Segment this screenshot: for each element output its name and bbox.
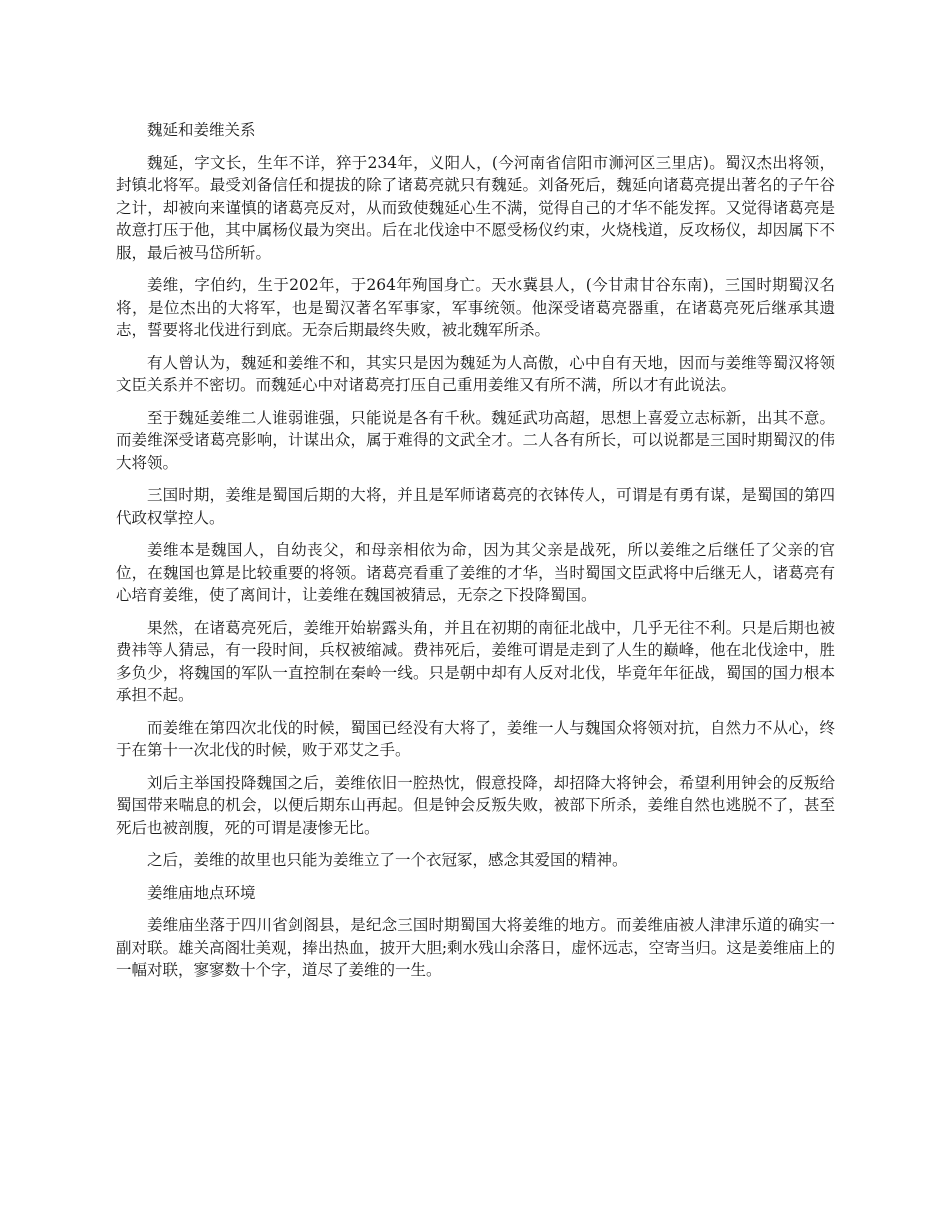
paragraph-wei-yan-bio: 魏延，字文长，生年不详，猝于234年，义阳人，(今河南省信阳市浉河区三里店)。蜀汉杰出将领，封镇北将军。最受刘备信任和提拔的除了诸葛亮就只有魏延。刘备死后，魏延向诸葛亮提出著名的子午谷之计，却被向来谨慎的诸葛亮反对，从而致使魏延心生不满，觉得自己的才华不能发挥。又觉得诸葛亮是故意打压于他，其中属杨仪最为突出。后在北伐途中不愿受杨仪约束，火烧栈道，反攻杨仪，却因属下不服，最后被马岱所斩。 — [116, 153, 835, 262]
paragraph-northern-campaigns: 而姜维在第四次北伐的时候，蜀国已经没有大将了，姜维一人与魏国众将领对抗，自然力不从心，终于在第十一次北伐的时候，败于邓艾之手。 — [116, 718, 835, 759]
paragraph-discord-theory: 有人曾认为，魏延和姜维不和，其实只是因为魏延为人高傲，心中自有天地，因而与姜维等蜀汉将领文臣关系并不密切。而魏延心中对诸葛亮打压自己重用姜维又有所不满，所以才有此说法。 — [116, 353, 835, 394]
paragraph-later-general: 三国时期，姜维是蜀国后期的大将，并且是军师诸葛亮的衣钵传人，可谓是有勇有谋，是蜀国的第四代政权掌控人。 — [116, 486, 835, 527]
paragraph-jiang-wei-bio: 姜维，字伯约，生于202年，于264年殉国身亡。天水冀县人，(今甘肃甘谷东南)，三国时期蜀汉名将，是位杰出的大将军，也是蜀汉著名军事家，军事统领。他深受诸葛亮器重，在诸葛亮死后继承其遗志，誓要将北伐进行到底。无奈后期最终失败，被北魏军所杀。 — [116, 276, 835, 339]
paragraph-origins: 姜维本是魏国人，自幼丧父，和母亲相依为命，因为其父亲是战死，所以姜维之后继任了父亲的官位，在魏国也算是比较重要的将领。诸葛亮看重了姜维的才华，当时蜀国文臣武将中后继无人，诸葛亮有心培育姜维，使了离间计，让姜维在魏国被猜忌，无奈之下投降蜀国。 — [116, 541, 835, 604]
section-heading-relationship: 魏延和姜维关系 — [147, 121, 256, 139]
paragraph-temple: 姜维庙坐落于四川省剑阁县，是纪念三国时期蜀国大将姜维的地方。而姜维庙被人津津乐道的确实一副对联。雄关高阁壮美观，捧出热血，披开大胆;剩水残山余落日，虚怀远志，空寄当归。这是姜维庙上的一幅对联，寥寥数十个字，道尽了姜维的一生。 — [116, 916, 835, 979]
paragraph-memorial-tomb: 之后，姜维的故里也只能为姜维立了一个衣冠冢，感念其爱国的精神。 — [147, 851, 628, 869]
paragraph-surrender: 刘后主举国投降魏国之后，姜维依旧一腔热忱，假意投降，却招降大将钟会，希望利用钟会的反叛给蜀国带来喘息的机会，以便后期东山再起。但是钟会反叛失败，被部下所杀，姜维自然也逃脱不了，甚至死后也被剖腹，死的可谓是凄惨无比。 — [116, 773, 835, 837]
document-body — [116, 119, 835, 992]
section-heading-temple: 姜维庙地点环境 — [147, 883, 256, 902]
paragraph-rise: 果然，在诸葛亮死后，姜维开始崭露头角，并且在初期的南征北战中，几乎无往不利。只是后期也被费祎等人猜忌，有一段时间，兵权被缩减。费祎死后，姜维可谓是走到了人生的巅峰，他在北伐途中，胜多负少，将魏国的军队一直控制在秦岭一线。只是朝中却有人反对北伐，毕竟年年征战，蜀国的国力根本承担不起。 — [116, 618, 835, 704]
paragraph-comparison: 至于魏延姜维二人谁弱谁强，只能说是各有千秋。魏延武功高超，思想上喜爱立志标新，出其不意。而姜维深受诸葛亮影响，计谋出众，属于难得的文武全才。二人各有所长，可以说都是三国时期蜀汉的伟大将领。 — [116, 408, 835, 472]
